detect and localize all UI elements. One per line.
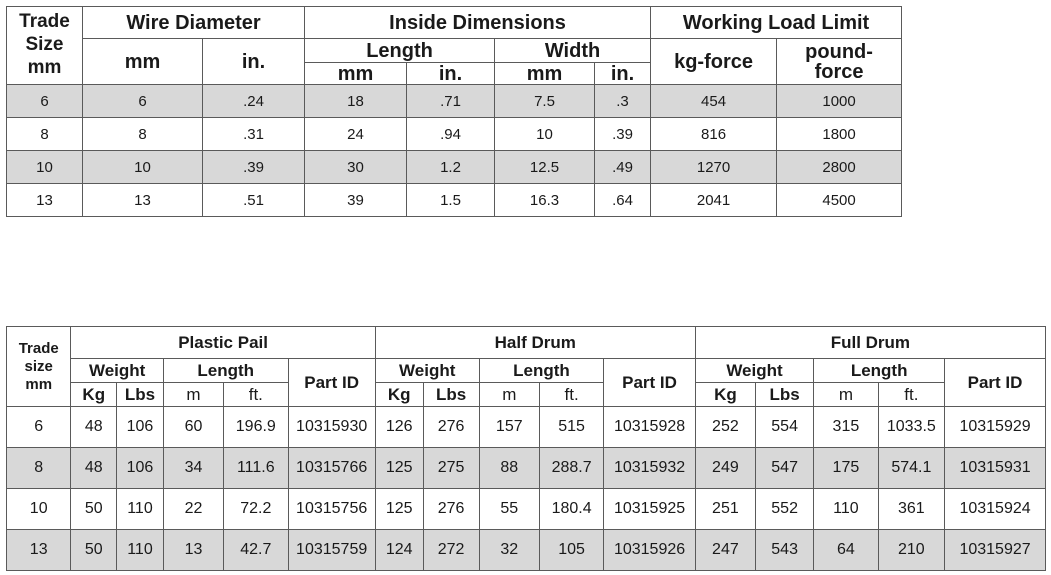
length-header: Length bbox=[305, 39, 495, 63]
table-cell: 4500 bbox=[777, 184, 902, 217]
table-cell: 1800 bbox=[777, 118, 902, 151]
table-cell: 275 bbox=[423, 448, 479, 489]
full-lbs-header: Lbs bbox=[756, 383, 814, 407]
table-cell: 6 bbox=[83, 85, 203, 118]
wire-in-header: in. bbox=[203, 39, 305, 85]
table-cell: 13 bbox=[7, 530, 71, 571]
table-cell: 552 bbox=[756, 489, 814, 530]
table-cell: 106 bbox=[117, 448, 164, 489]
table-cell: 39 bbox=[305, 184, 407, 217]
table-cell: 13 bbox=[83, 184, 203, 217]
table-cell: 72.2 bbox=[224, 489, 288, 530]
full-part-id-header: Part ID bbox=[945, 359, 1046, 407]
table-cell: 10315756 bbox=[288, 489, 375, 530]
table-row bbox=[7, 407, 1046, 448]
table-cell: 12.5 bbox=[495, 151, 595, 184]
table-cell: 249 bbox=[695, 448, 755, 489]
table-cell: 8 bbox=[83, 118, 203, 151]
inside-dimensions-header: Inside Dimensions bbox=[305, 7, 651, 39]
table-cell: 30 bbox=[305, 151, 407, 184]
pail-lbs-header: Lbs bbox=[117, 383, 164, 407]
table-cell: 7.5 bbox=[495, 85, 595, 118]
working-load-limit-header: Working Load Limit bbox=[651, 7, 902, 39]
table-cell: 16.3 bbox=[495, 184, 595, 217]
full-m-header: m bbox=[814, 383, 878, 407]
table-cell: 1270 bbox=[651, 151, 777, 184]
width-header: Width bbox=[495, 39, 651, 63]
table-cell: 2041 bbox=[651, 184, 777, 217]
table-cell: 10315924 bbox=[945, 489, 1046, 530]
table-cell: 454 bbox=[651, 85, 777, 118]
half-ft-header: ft. bbox=[539, 383, 603, 407]
table-cell: 247 bbox=[695, 530, 755, 571]
table-cell: 106 bbox=[117, 407, 164, 448]
table-cell: 2800 bbox=[777, 151, 902, 184]
table-cell: 543 bbox=[756, 530, 814, 571]
table-cell: 276 bbox=[423, 407, 479, 448]
full-drum-header: Full Drum bbox=[695, 327, 1045, 359]
full-length-header: Length bbox=[814, 359, 945, 383]
full-kg-header: Kg bbox=[695, 383, 755, 407]
table-cell: .39 bbox=[595, 118, 651, 151]
pail-kg-header: Kg bbox=[71, 383, 117, 407]
table-cell: 60 bbox=[163, 407, 223, 448]
pail-length-header: Length bbox=[163, 359, 288, 383]
table-cell: 24 bbox=[305, 118, 407, 151]
half-m-header: m bbox=[479, 383, 539, 407]
table-cell: 10315932 bbox=[604, 448, 695, 489]
table-cell: 315 bbox=[814, 407, 878, 448]
wire-diameter-header: Wire Diameter bbox=[83, 7, 305, 39]
table-cell: .71 bbox=[407, 85, 495, 118]
kg-force-header: kg-force bbox=[651, 39, 777, 85]
table-cell: .51 bbox=[203, 184, 305, 217]
table-cell: 276 bbox=[423, 489, 479, 530]
table-cell: 10315930 bbox=[288, 407, 375, 448]
full-weight-header: Weight bbox=[695, 359, 813, 383]
table-cell: 515 bbox=[539, 407, 603, 448]
half-part-id-header: Part ID bbox=[604, 359, 695, 407]
table-cell: 110 bbox=[814, 489, 878, 530]
table-cell: 125 bbox=[375, 448, 423, 489]
table-cell: 157 bbox=[479, 407, 539, 448]
wire-mm-header: mm bbox=[83, 39, 203, 85]
table-cell: 124 bbox=[375, 530, 423, 571]
table-cell: 13 bbox=[163, 530, 223, 571]
table-cell: 10 bbox=[7, 151, 83, 184]
table-cell: 88 bbox=[479, 448, 539, 489]
length-mm-header: mm bbox=[305, 63, 407, 85]
table-cell: 34 bbox=[163, 448, 223, 489]
table-cell: 10315928 bbox=[604, 407, 695, 448]
table-cell: 10315925 bbox=[604, 489, 695, 530]
half-length-header: Length bbox=[479, 359, 604, 383]
table-cell: 13 bbox=[7, 184, 83, 217]
table-cell: .39 bbox=[203, 151, 305, 184]
pound-force-header: pound- force bbox=[777, 39, 902, 85]
table-cell: 210 bbox=[878, 530, 944, 571]
pail-m-header: m bbox=[163, 383, 223, 407]
table-cell: .24 bbox=[203, 85, 305, 118]
table-cell: 10 bbox=[83, 151, 203, 184]
plastic-pail-header: Plastic Pail bbox=[71, 327, 375, 359]
trade-size-header: Trade size mm bbox=[7, 327, 71, 407]
table-cell: 554 bbox=[756, 407, 814, 448]
table-row bbox=[7, 85, 902, 118]
width-in-header: in. bbox=[595, 63, 651, 85]
table-cell: 8 bbox=[7, 448, 71, 489]
table-cell: 10 bbox=[7, 489, 71, 530]
table-cell: 547 bbox=[756, 448, 814, 489]
table-row bbox=[7, 151, 902, 184]
table-cell: 6 bbox=[7, 85, 83, 118]
trade-size-header: Trade Size mm bbox=[7, 7, 83, 85]
table-cell: .3 bbox=[595, 85, 651, 118]
table-cell: 361 bbox=[878, 489, 944, 530]
table-row bbox=[7, 530, 1046, 571]
table-cell: 10315759 bbox=[288, 530, 375, 571]
width-mm-header: mm bbox=[495, 63, 595, 85]
table-cell: 111.6 bbox=[224, 448, 288, 489]
table-cell: .49 bbox=[595, 151, 651, 184]
table-cell: 175 bbox=[814, 448, 878, 489]
packaging-table bbox=[6, 326, 1046, 571]
pail-part-id-header: Part ID bbox=[288, 359, 375, 407]
table-cell: 18 bbox=[305, 85, 407, 118]
table-cell: 574.1 bbox=[878, 448, 944, 489]
length-in-header: in. bbox=[407, 63, 495, 85]
table-cell: 48 bbox=[71, 407, 117, 448]
table-cell: .31 bbox=[203, 118, 305, 151]
table-cell: 272 bbox=[423, 530, 479, 571]
wire-specs-table bbox=[6, 6, 902, 217]
table-cell: 1033.5 bbox=[878, 407, 944, 448]
table-row bbox=[7, 184, 902, 217]
table-cell: 1.2 bbox=[407, 151, 495, 184]
table-cell: 816 bbox=[651, 118, 777, 151]
table-cell: 50 bbox=[71, 489, 117, 530]
table-cell: 64 bbox=[814, 530, 878, 571]
table-cell: 1000 bbox=[777, 85, 902, 118]
half-lbs-header: Lbs bbox=[423, 383, 479, 407]
table-cell: 10 bbox=[495, 118, 595, 151]
table-cell: 50 bbox=[71, 530, 117, 571]
table-cell: 8 bbox=[7, 118, 83, 151]
table-cell: 10315926 bbox=[604, 530, 695, 571]
table-cell: 48 bbox=[71, 448, 117, 489]
table-cell: 10315929 bbox=[945, 407, 1046, 448]
pail-weight-header: Weight bbox=[71, 359, 163, 383]
table-cell: 251 bbox=[695, 489, 755, 530]
table-row bbox=[7, 118, 902, 151]
table-cell: 1.5 bbox=[407, 184, 495, 217]
full-ft-header: ft. bbox=[878, 383, 944, 407]
table-cell: .94 bbox=[407, 118, 495, 151]
table-cell: 110 bbox=[117, 489, 164, 530]
table-cell: 105 bbox=[539, 530, 603, 571]
half-kg-header: Kg bbox=[375, 383, 423, 407]
table-cell: 10315931 bbox=[945, 448, 1046, 489]
table-row bbox=[7, 489, 1046, 530]
table-cell: 288.7 bbox=[539, 448, 603, 489]
table-cell: 196.9 bbox=[224, 407, 288, 448]
table-cell: 32 bbox=[479, 530, 539, 571]
table-cell: 125 bbox=[375, 489, 423, 530]
table-cell: 42.7 bbox=[224, 530, 288, 571]
table-cell: 252 bbox=[695, 407, 755, 448]
table-cell: 55 bbox=[479, 489, 539, 530]
table-cell: 6 bbox=[7, 407, 71, 448]
table-cell: 10315927 bbox=[945, 530, 1046, 571]
table-cell: .64 bbox=[595, 184, 651, 217]
table-row bbox=[7, 448, 1046, 489]
half-drum-header: Half Drum bbox=[375, 327, 695, 359]
pail-ft-header: ft. bbox=[224, 383, 288, 407]
table-cell: 110 bbox=[117, 530, 164, 571]
table-cell: 126 bbox=[375, 407, 423, 448]
table-cell: 10315766 bbox=[288, 448, 375, 489]
table-cell: 22 bbox=[163, 489, 223, 530]
table-cell: 180.4 bbox=[539, 489, 603, 530]
half-weight-header: Weight bbox=[375, 359, 479, 383]
